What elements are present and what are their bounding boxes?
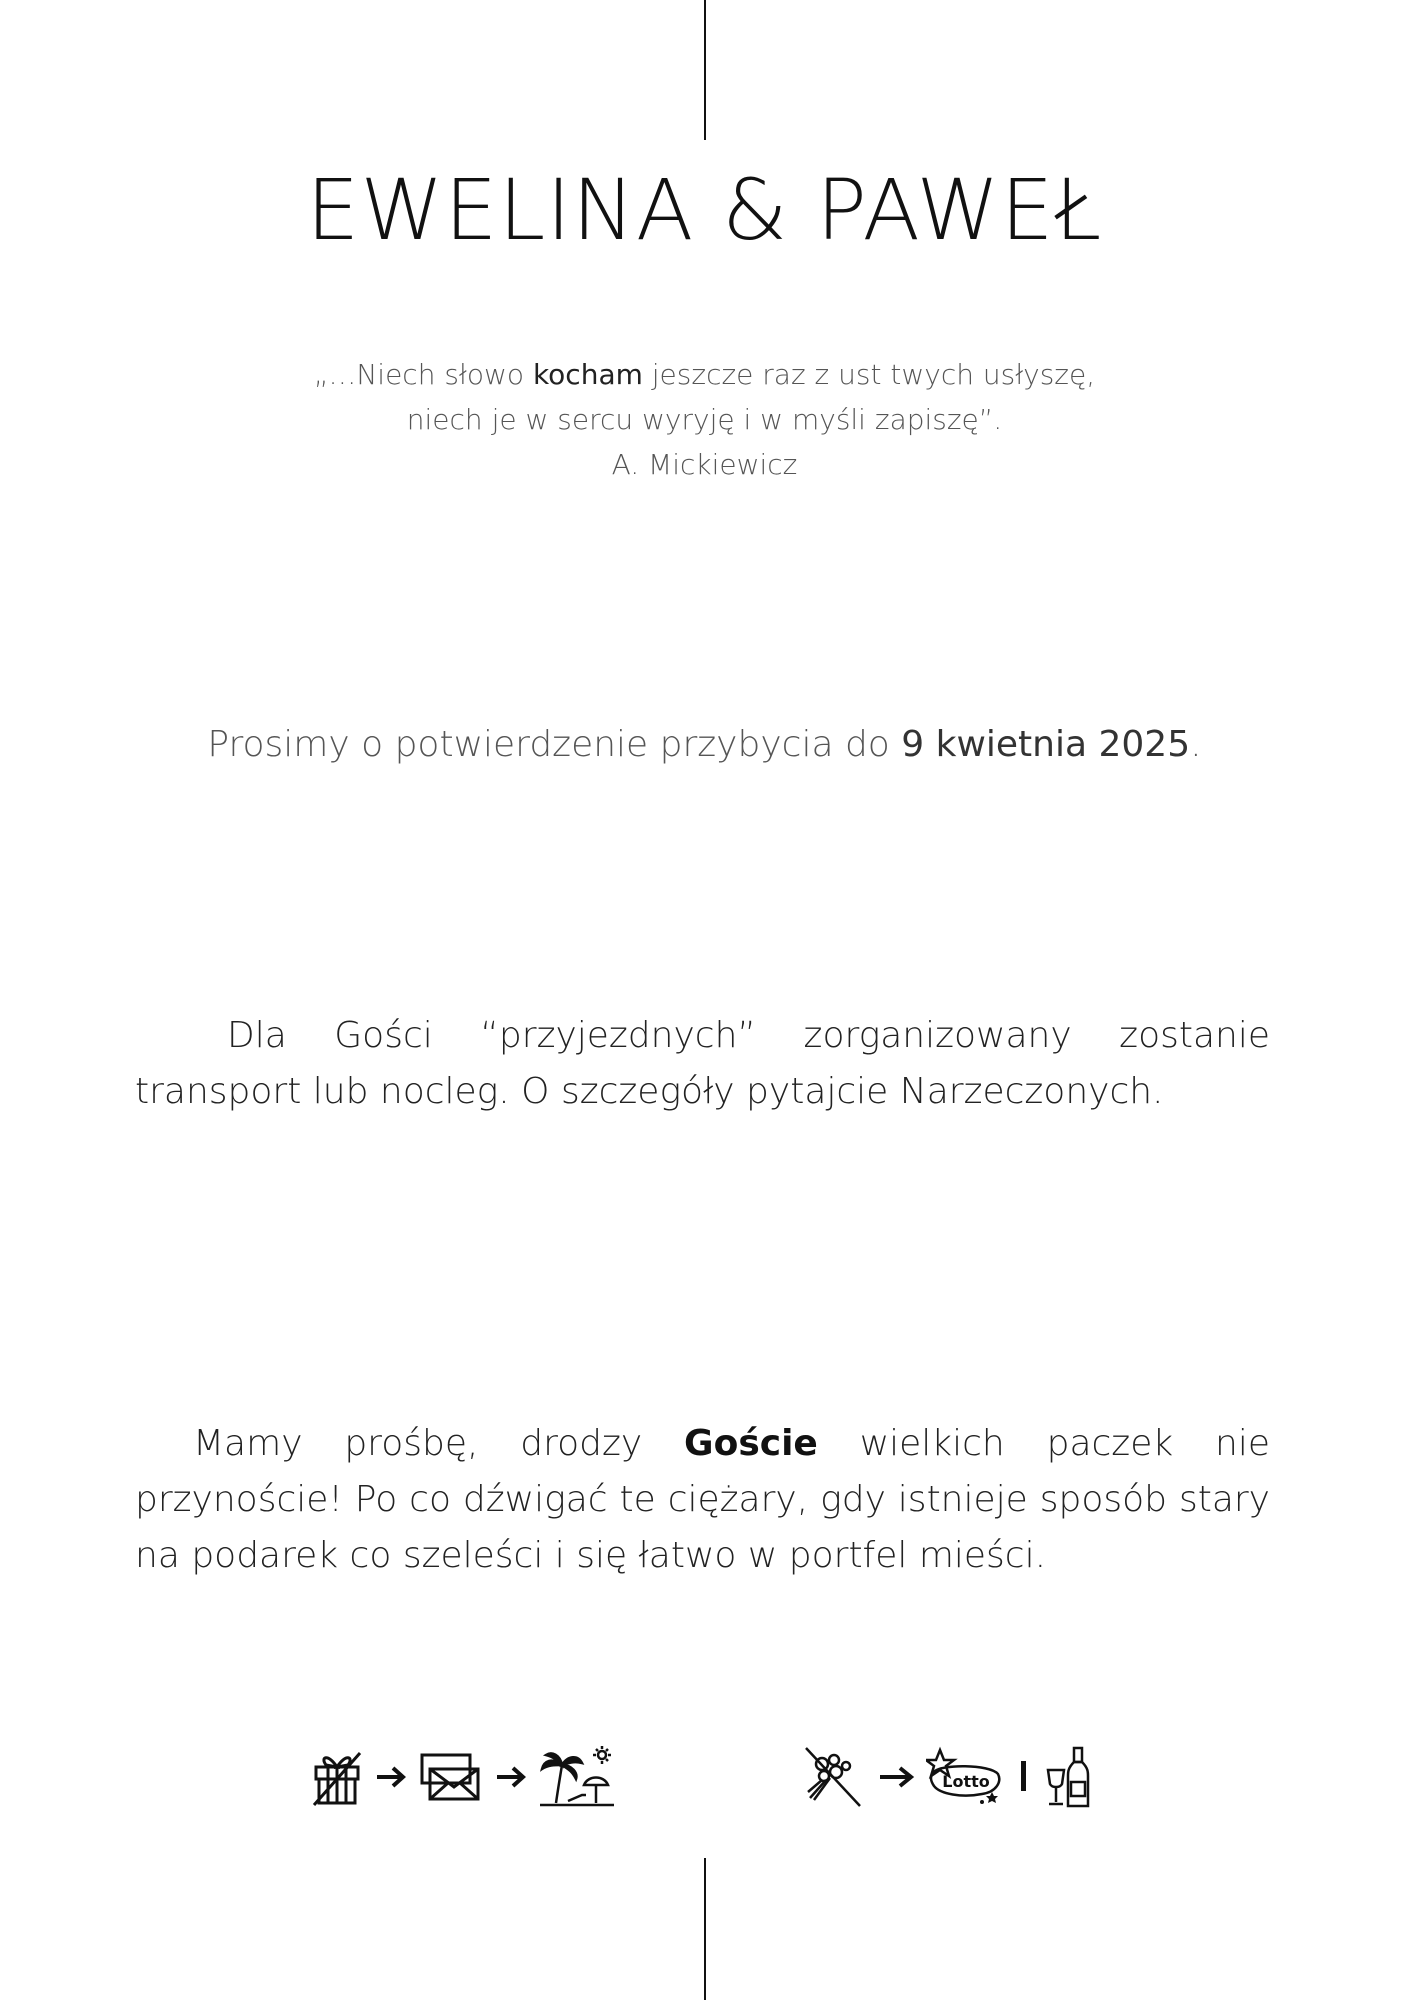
quote-line-1-start: „…Niech słowo [313,358,533,391]
gift-crossed-icon [310,1747,364,1807]
rsvp-text: Prosimy o potwierdzenie przybycia do [207,724,902,765]
lotto-icon [926,1746,1004,1808]
beach-palm-icon [538,1745,616,1809]
rsvp-date: 9 kwietnia 2025 [901,724,1191,765]
flowers-instructions-icons [800,1742,1094,1812]
quote-bold-word: kocham [532,358,643,391]
gifts-text-start: Mamy prośbę, drodzy [193,1423,685,1464]
rsvp-notice [0,720,1409,770]
quote-line-1 [0,352,1409,397]
couple-names-title: EWELINA & PAWEŁ [306,161,1103,259]
lotto-label: Lotto [942,1772,990,1791]
bottom-divider-line [704,1858,706,2000]
arrow-right-icon [494,1762,528,1792]
arrow-right-icon [374,1762,408,1792]
arrow-right-icon [876,1762,916,1792]
flowers-crossed-icon [800,1744,866,1810]
rsvp-period: . [1190,724,1202,765]
gifts-bold-word: Goście [684,1423,818,1464]
gifts-text-end: wielkich paczek nie przynoście! Po co dźwigać te ciężary, gdy istnieje sposób stary na podarek co szeleści i się łatwo w portfel mieści. [135,1423,1270,1576]
quote-line-1-end: jeszcze raz z ust twych usłyszę, [642,358,1096,391]
separator-bar-icon [1014,1757,1034,1797]
envelope-icon [418,1747,484,1807]
transport-paragraph [135,1008,1270,1120]
quote-line-2: niech je w sercu wyryję i w myśli zapiszę”. [406,403,1003,436]
gifts-paragraph [135,1416,1270,1584]
wine-glass-bottle-icon [1044,1744,1094,1810]
gift-instructions-icons [310,1742,616,1812]
quote-author: A. Mickiewicz [611,448,798,481]
top-divider-line [704,0,706,140]
mickiewicz-quote [0,352,1409,487]
transport-text: Dla Gości “przyjezdnych” zorganizowany zostanie transport lub nocleg. O szczegóły pytajcie Narzeczonych. [135,1015,1270,1112]
